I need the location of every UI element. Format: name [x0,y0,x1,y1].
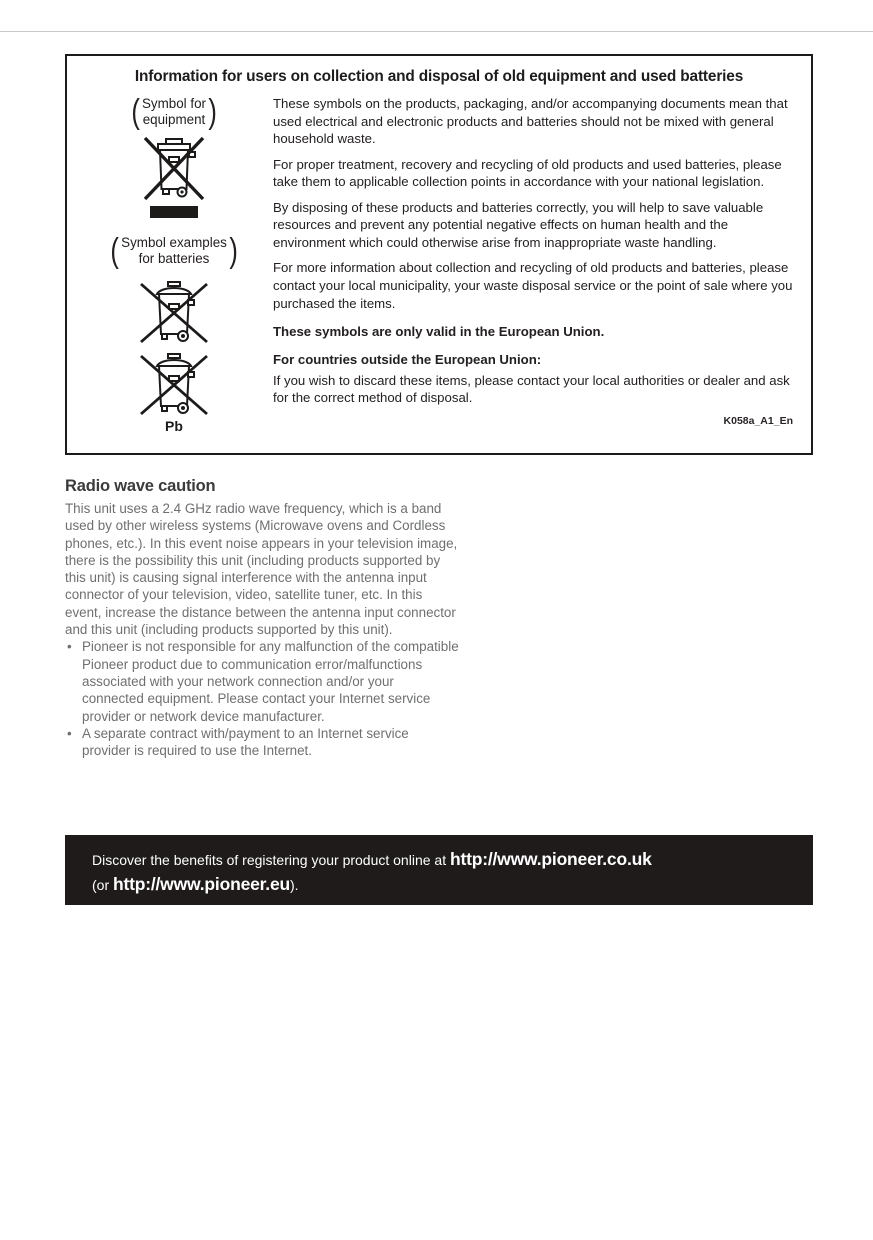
page-edge-line [0,31,873,32]
disposal-box-title: Information for users on collection and disposal of old equipment and used batteries [134,68,744,85]
battery-label-line2: for batteries [138,251,210,266]
open-paren: ( [131,93,140,131]
eu-only-note: These symbols are only valid in the European Union. [273,324,605,340]
bullet-item: • A separate contract with/payment to an Internet service provider is required to use the Internet. [65,725,459,760]
pb-label: Pb [165,418,183,434]
battery-symbol-label [109,234,239,268]
disposal-text-column [267,95,797,434]
radio-wave-caution-section [65,477,459,759]
disposal-paragraph-2: For proper treatment, recovery and recycling of old products and used batteries, please take them to applicable collection points in accordance with your national legislation. [273,156,782,190]
battery-label-line1: Symbol examples [121,234,227,250]
equipment-label-line1: Symbol for [142,95,206,111]
equipment-symbol-label [130,95,219,129]
document-code: K058a_A1_En [723,414,793,427]
radio-wave-caution-body: This unit uses a 2.4 GHz radio wave frequency, which is a band used by other wireless systems (Microwave ovens and Cordless phones, etc.). In this event noise appears in your television image, there is the possibility this unit (including products supported by this unit) is causing signal interference with the antenna input connector of your television, video, satellite tuner, etc. In this event, increase the distance between the antenna input connector and this unit (including products supported by this unit). [65,501,458,638]
crossed-wheelie-bin-battery-icon [140,278,208,346]
weee-black-bar [150,206,198,218]
close-paren: ) [208,93,217,131]
registration-banner [65,835,813,905]
radio-wave-caution-heading: Radio wave caution [65,477,216,495]
disposal-paragraph-4: For more information about collection and recycling of old products and batteries, please contact your local municipality, your waste disposal service or the point of sale where you purchased the items. [273,260,793,311]
outside-eu-body: If you wish to discard these items, please contact your local authorities or dealer and ask for the correct method of disposal. [273,372,790,406]
crossed-wheelie-bin-equipment-icon [143,136,205,202]
pioneer-uk-url[interactable]: http://www.pioneer.co.uk [449,849,652,869]
disposal-paragraph-1: These symbols on the products, packaging, and/or accompanying documents mean that used electrical and electronic products and batteries should not be mixed with general household waste. [273,96,788,147]
crossed-wheelie-bin-battery-pb-icon [140,350,208,418]
symbol-column [81,95,267,434]
pioneer-eu-url[interactable]: http://www.pioneer.eu [113,873,290,894]
outside-eu-heading: For countries outside the European Union: [273,351,542,367]
banner-or-prefix: (or [92,876,113,893]
banner-text-prefix: Discover the benefits of registering your product online at [92,852,450,868]
open-paren: ( [110,232,119,270]
disposal-paragraph-3: By disposing of these products and batteries correctly, you will help to save valuable resources and prevent any potential negative effects on human health and the environment which could otherwise arise from inappropriate waste handling. [273,199,764,250]
disposal-box-content [81,95,797,434]
disposal-info-box [65,54,813,455]
banner-text-suffix: ). [289,876,299,893]
radio-wave-caution-bullets [65,638,459,759]
close-paren: ) [229,232,238,270]
equipment-label-line2: equipment [142,112,206,127]
bullet-item: • Pioneer is not responsible for any malfunction of the compatible Pioneer product due to communication error/malfunctions associated with your network connection and/or your connected equipment. Please contact your Internet service provider or network device manufacturer. [65,638,459,724]
